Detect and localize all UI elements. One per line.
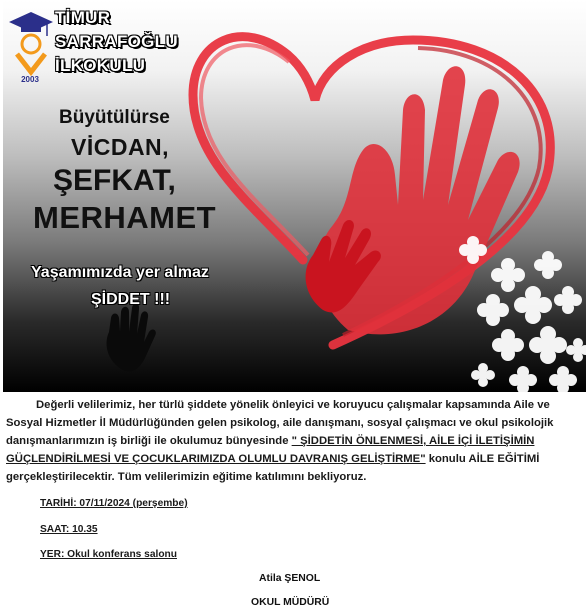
announcement-topic: " ŞİDDETİN ÖNLENMESİ, AİLE İÇİ İLETİŞİMİN GÜÇLENDİRİLMESİ VE ÇOCUKLARIMIZDA OLUMLU DAVRANIŞ GELİŞTİRME" bbox=[6, 435, 535, 465]
slogan-line-6: ŞİDDET !!! bbox=[91, 291, 171, 308]
event-time: SAAT: 10.35 bbox=[40, 524, 98, 535]
slogan-line-2: VİCDAN, bbox=[71, 134, 170, 160]
flower-icon bbox=[459, 236, 586, 392]
slogan-line-4: MERHAMET bbox=[33, 200, 217, 235]
black-hand-icon bbox=[107, 303, 156, 371]
announcement-paragraph bbox=[6, 396, 582, 486]
logo-year: 2003 bbox=[21, 75, 39, 84]
slogan-line-3: ŞEFKAT, bbox=[53, 164, 176, 197]
school-name bbox=[55, 6, 178, 78]
slogan-line-1: Büyütülürse bbox=[59, 107, 170, 128]
slogan-line-5: Yaşamımızda yer almaz bbox=[31, 264, 209, 281]
event-date: TARİHİ: 07/11/2024 (perşembe) bbox=[40, 498, 188, 509]
school-name-line-2: SARRAFOĞLU bbox=[55, 32, 178, 51]
principal-name: Atila ŞENOL bbox=[259, 573, 321, 584]
event-place: YER: Okul konferans salonu bbox=[40, 549, 177, 560]
announcement-outro: konulu AİLE EĞİTİMİ gerçekleştirilecektir. Tüm velilerimizin eğitime katılımını bekliyoruz. bbox=[6, 453, 540, 483]
school-logo bbox=[7, 4, 53, 84]
announcement-intro: Değerli velilerimiz, her türlü şiddete yönelik önleyici ve koruyucu çalışmalar kapsamında Aile ve Sosyal Hizmetler İl Müdürlüğünden gelen psikolog, aile danışmanı, sosyal çalışmacı ve okul psikolojik danışmanlarımızın iş birliği ile okulumuz bünyesinde bbox=[6, 399, 554, 447]
graduation-cap-icon bbox=[9, 12, 53, 36]
school-name-line-3: İLKOKULU bbox=[55, 56, 146, 75]
principal-title: OKUL MÜDÜRÜ bbox=[251, 597, 330, 608]
announcement bbox=[6, 396, 582, 486]
school-name-line-1: TİMUR bbox=[55, 8, 111, 27]
poster-banner bbox=[3, 0, 586, 392]
